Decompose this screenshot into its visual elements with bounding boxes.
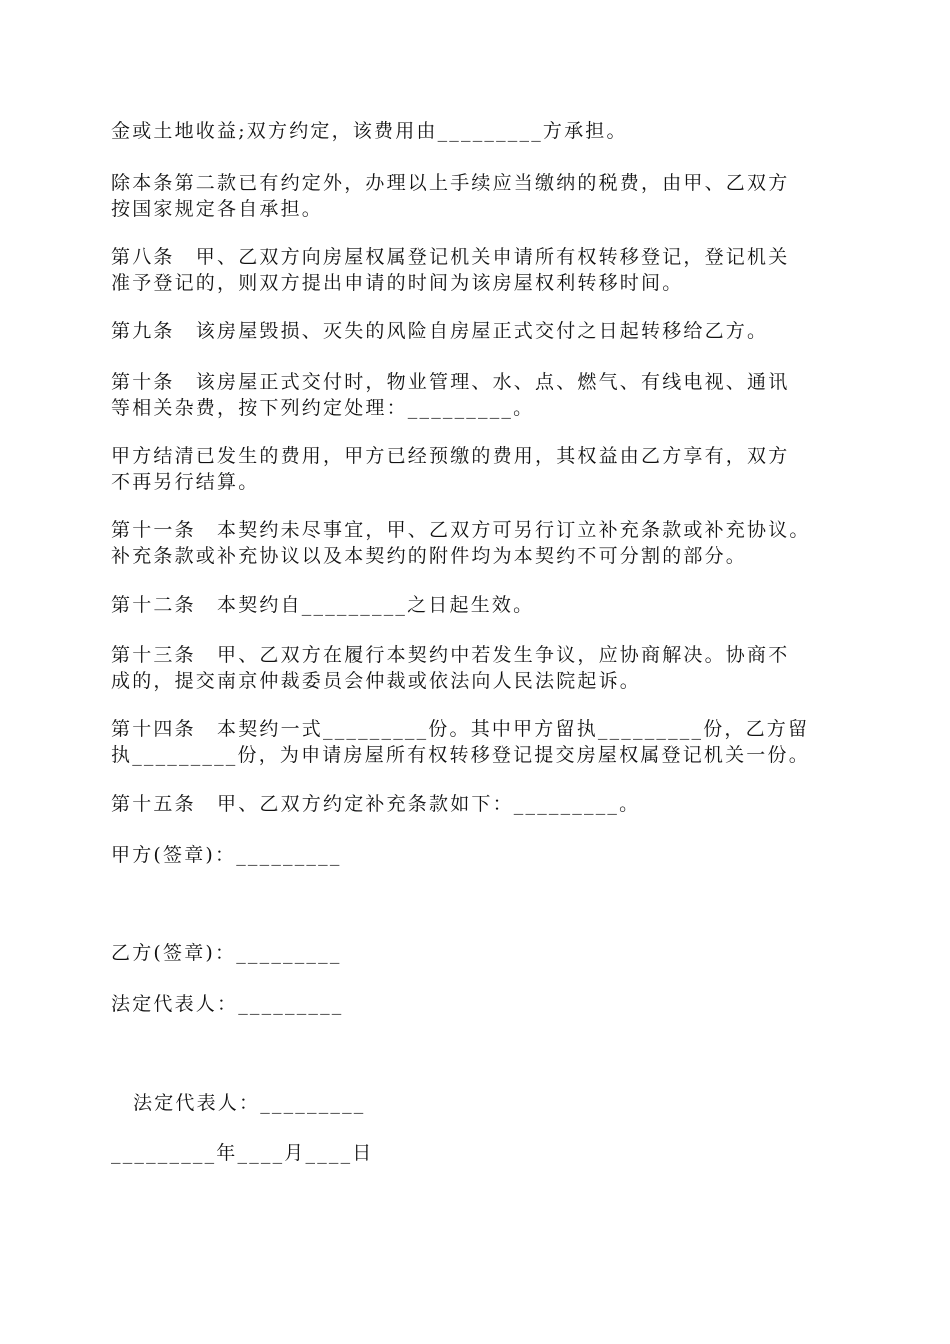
text-line-article-14-1: 第十四条 本契约一式_________份。其中甲方留执_________份，乙方留 [111, 718, 810, 740]
text-line-article-12: 第十二条 本契约自_________之日起生效。 [111, 594, 535, 616]
signature-party-b: 乙方(签章)：_________ [111, 942, 342, 964]
text-line-settlement-1: 甲方结清已发生的费用，甲方已经预缴的费用，其权益由乙方享有，双方 [111, 445, 790, 467]
text-line-article-8-1: 第八条 甲、乙双方向房屋权属登记机关申请所有权转移登记，登记机关 [111, 246, 790, 268]
date-line: _________年____月____日 [111, 1142, 374, 1164]
text-line-article-14-2: 执_________份，为申请房屋所有权转移登记提交房屋权属登记机关一份。 [111, 744, 810, 766]
text-line-article-11-2: 补充条款或补充协议以及本契约的附件均为本契约不可分割的部分。 [111, 545, 748, 567]
text-line-article-13-2: 成的，提交南京仲裁委员会仲裁或依法向人民法院起诉。 [111, 670, 642, 692]
text-line-settlement-2: 不再另行结算。 [111, 471, 260, 493]
text-line-article-10-1: 第十条 该房屋正式交付时，物业管理、水、点、燃气、有线电视、通讯 [111, 371, 790, 393]
text-line-taxes-2: 按国家规定各自承担。 [111, 198, 324, 220]
legal-representative-2: 法定代表人：_________ [133, 1092, 366, 1114]
text-line-article-13-1: 第十三条 甲、乙双方在履行本契约中若发生争议，应协商解决。协商不 [111, 644, 790, 666]
text-line-article-8-2: 准予登记的，则双方提出申请的时间为该房屋权利转移时间。 [111, 272, 684, 294]
text-line-article-10-2: 等相关杂费，按下列约定处理：_________。 [111, 397, 535, 419]
legal-representative-1: 法定代表人：_________ [111, 993, 344, 1015]
text-line-fee-bearer: 金或土地收益;双方约定，该费用由_________方承担。 [111, 120, 628, 142]
signature-party-a: 甲方(签章)：_________ [111, 844, 342, 866]
text-line-article-15: 第十五条 甲、乙双方约定补充条款如下：_________。 [111, 793, 641, 815]
text-line-taxes-1: 除本条第二款已有约定外，办理以上手续应当缴纳的税费，由甲、乙双方 [111, 172, 790, 194]
text-line-article-11-1: 第十一条 本契约未尽事宜，甲、乙双方可另行订立补充条款或补充协议。 [111, 519, 811, 541]
text-line-article-9: 第九条 该房屋毁损、灭失的风险自房屋正式交付之日起转移给乙方。 [111, 320, 769, 342]
